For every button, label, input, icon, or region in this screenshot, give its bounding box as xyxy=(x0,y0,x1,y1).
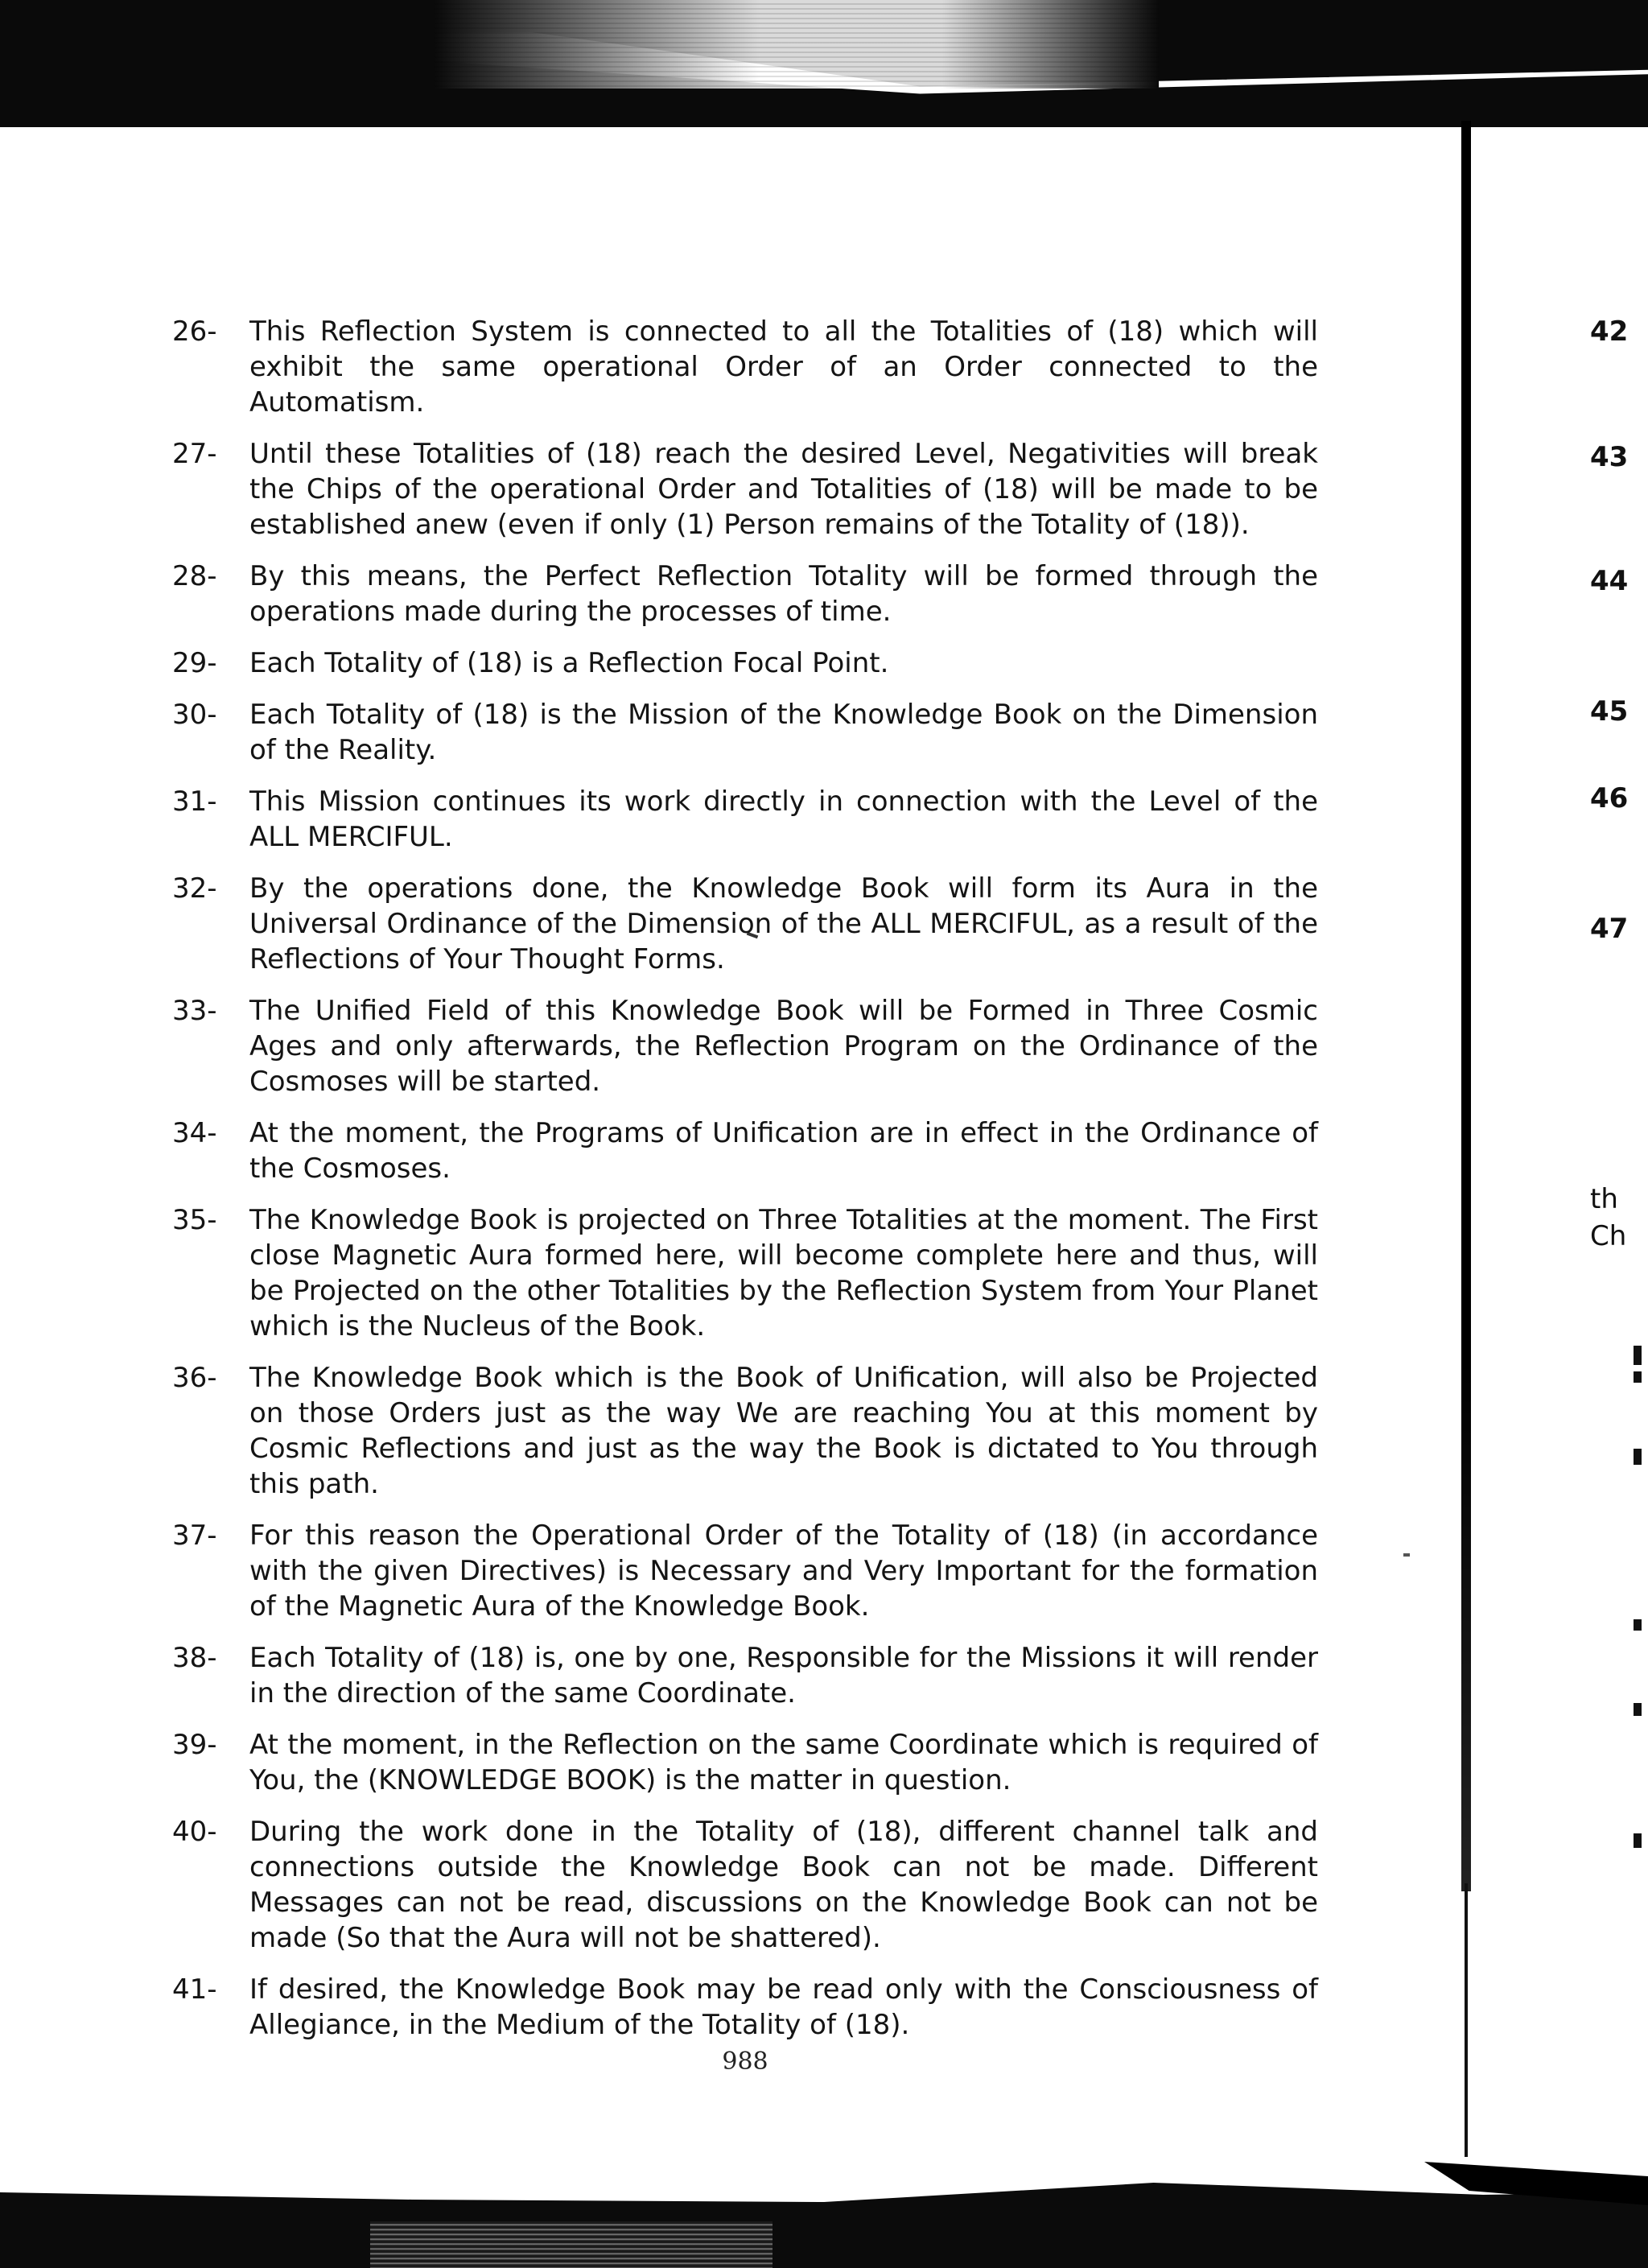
paragraph-text: By the operations done, the Knowledge Book will form its Aura in the Universal Ordinance of the Dimension of the ALL MERCIFUL, as a result of the Reflections of Your Thought Forms. xyxy=(249,872,1318,975)
scan-top-fade xyxy=(435,0,1159,89)
next-page-fragment: 43 xyxy=(1590,441,1629,473)
next-page-fragment: 45 xyxy=(1590,695,1629,728)
next-page-mark xyxy=(1634,1371,1642,1383)
paragraph-number: 41- xyxy=(172,1973,217,2006)
paragraph-number: 37- xyxy=(172,1520,217,1552)
paragraph-item xyxy=(172,645,1318,681)
paragraph-number: 26- xyxy=(172,315,217,348)
next-page-mark xyxy=(1634,1346,1642,1365)
paragraph-number: 34- xyxy=(172,1117,217,1149)
next-page-fragment: 44 xyxy=(1590,565,1629,597)
paragraph-item xyxy=(172,1115,1318,1186)
paragraph-text: The Unified Field of this Knowledge Book will be Formed in Three Cosmic Ages and only afterwards, the Reflection Program on the Ordinance of the Cosmoses will be started. xyxy=(249,995,1318,1098)
paragraph-item xyxy=(172,1202,1318,1344)
paragraph-item xyxy=(172,784,1318,855)
paragraph-item xyxy=(172,1640,1318,1711)
paragraph-text: At the moment, the Programs of Unification are in effect in the Ordinance of the Cosmoses. xyxy=(249,1117,1318,1185)
paragraph-number: 35- xyxy=(172,1204,217,1236)
paragraph-item xyxy=(172,697,1318,768)
paragraph-text: Each Totality of (18) is the Mission of the Knowledge Book on the Dimension of the Reality. xyxy=(249,699,1318,766)
stray-dot xyxy=(1403,1553,1410,1557)
next-page-mark xyxy=(1634,1703,1642,1716)
paragraph-text: Each Totality of (18) is a Reflection Focal Point. xyxy=(249,647,889,679)
paragraph-number: 33- xyxy=(172,995,217,1027)
paragraph-item xyxy=(172,1972,1318,2043)
paragraph-text: This Mission continues its work directly in connection with the Level of the ALL MERCIFUL. xyxy=(249,786,1318,853)
paragraph-number: 28- xyxy=(172,560,217,592)
paragraph-item xyxy=(172,559,1318,629)
page-number: 988 xyxy=(722,2047,768,2076)
paragraph-text: For this reason the Operational Order of the Totality of (18) (in accordance with the given Directives) is Necessary and Very Important for the formation of the Magnetic Aura of the Knowledge Book. xyxy=(249,1520,1318,1623)
paragraph-item xyxy=(172,993,1318,1099)
paragraph-number: 30- xyxy=(172,699,217,731)
paragraph-item xyxy=(172,1360,1318,1502)
paragraph-text: This Reflection System is connected to all the Totalities of (18) which will exhibit the same operational Order of an Order connected to the Automatism. xyxy=(249,315,1318,419)
paragraph-item xyxy=(172,436,1318,542)
paragraph-number: 36- xyxy=(172,1362,217,1394)
paragraph-text: Each Totality of (18) is, one by one, Responsible for the Missions it will render in the direction of the same Coordinate. xyxy=(249,1642,1318,1709)
next-page-mark xyxy=(1634,1449,1642,1465)
paragraph-number: 38- xyxy=(172,1642,217,1674)
paragraph-number: 39- xyxy=(172,1729,217,1761)
paragraph-number: 32- xyxy=(172,872,217,905)
paragraph-text: During the work done in the Totality of (18), different channel talk and connections outside the Knowledge Book can not be made. Different Messages can not be read, discussions on the Knowledge Book can not be made (So that the Aura will not be shattered). xyxy=(249,1816,1318,1954)
paragraph-number: 27- xyxy=(172,438,217,470)
paragraph-item xyxy=(172,1727,1318,1798)
paragraph-text: Until these Totalities of (18) reach the desired Level, Negativities will break the Chips of the operational Order and Totalities of (18) will be made to be established anew (even if only (1) Person remains of the Totality of (18)). xyxy=(249,438,1318,541)
numbered-paragraphs xyxy=(172,314,1318,2059)
paragraph-item xyxy=(172,871,1318,977)
paragraph-number: 31- xyxy=(172,786,217,818)
paragraph-text: At the moment, in the Reflection on the same Coordinate which is required of You, the (KNOWLEDGE BOOK) is the matter in question. xyxy=(249,1729,1318,1796)
paragraph-number: 40- xyxy=(172,1816,217,1848)
paragraph-text: By this means, the Perfect Reflection Totality will be formed through the operations made during the processes of time. xyxy=(249,560,1318,628)
book-gutter xyxy=(1461,121,1471,1891)
next-page-mark xyxy=(1634,1619,1642,1631)
next-page-mark xyxy=(1634,1833,1642,1848)
paragraph-item xyxy=(172,314,1318,420)
next-page-fragment: Ch xyxy=(1590,1220,1627,1252)
paragraph-text: The Knowledge Book is projected on Three Totalities at the moment. The First close Magnetic Aura formed here, will become complete here and thus, will be Projected on the other Totalities by the Reflection System from Your Planet which is the Nucleus of the Book. xyxy=(249,1204,1318,1342)
next-page-fragment: 47 xyxy=(1590,913,1629,945)
next-page-fragment: th xyxy=(1590,1183,1618,1215)
paragraph-item xyxy=(172,1814,1318,1956)
paragraph-item xyxy=(172,1518,1318,1624)
book-gutter-lower xyxy=(1465,1883,1468,2157)
scan-bottom-fade xyxy=(370,2221,772,2268)
next-page-fragment: 46 xyxy=(1590,782,1629,814)
paragraph-text: The Knowledge Book which is the Book of Unification, will also be Projected on those Orders just as the way We are reaching You at this moment by Cosmic Reflections and just as the way the Book is dictated to You through this path. xyxy=(249,1362,1318,1500)
paragraph-number: 29- xyxy=(172,647,217,679)
paragraph-text: If desired, the Knowledge Book may be read only with the Consciousness of Allegiance, in the Medium of the Totality of (18). xyxy=(249,1973,1318,2041)
next-page-fragment: 42 xyxy=(1590,315,1629,348)
